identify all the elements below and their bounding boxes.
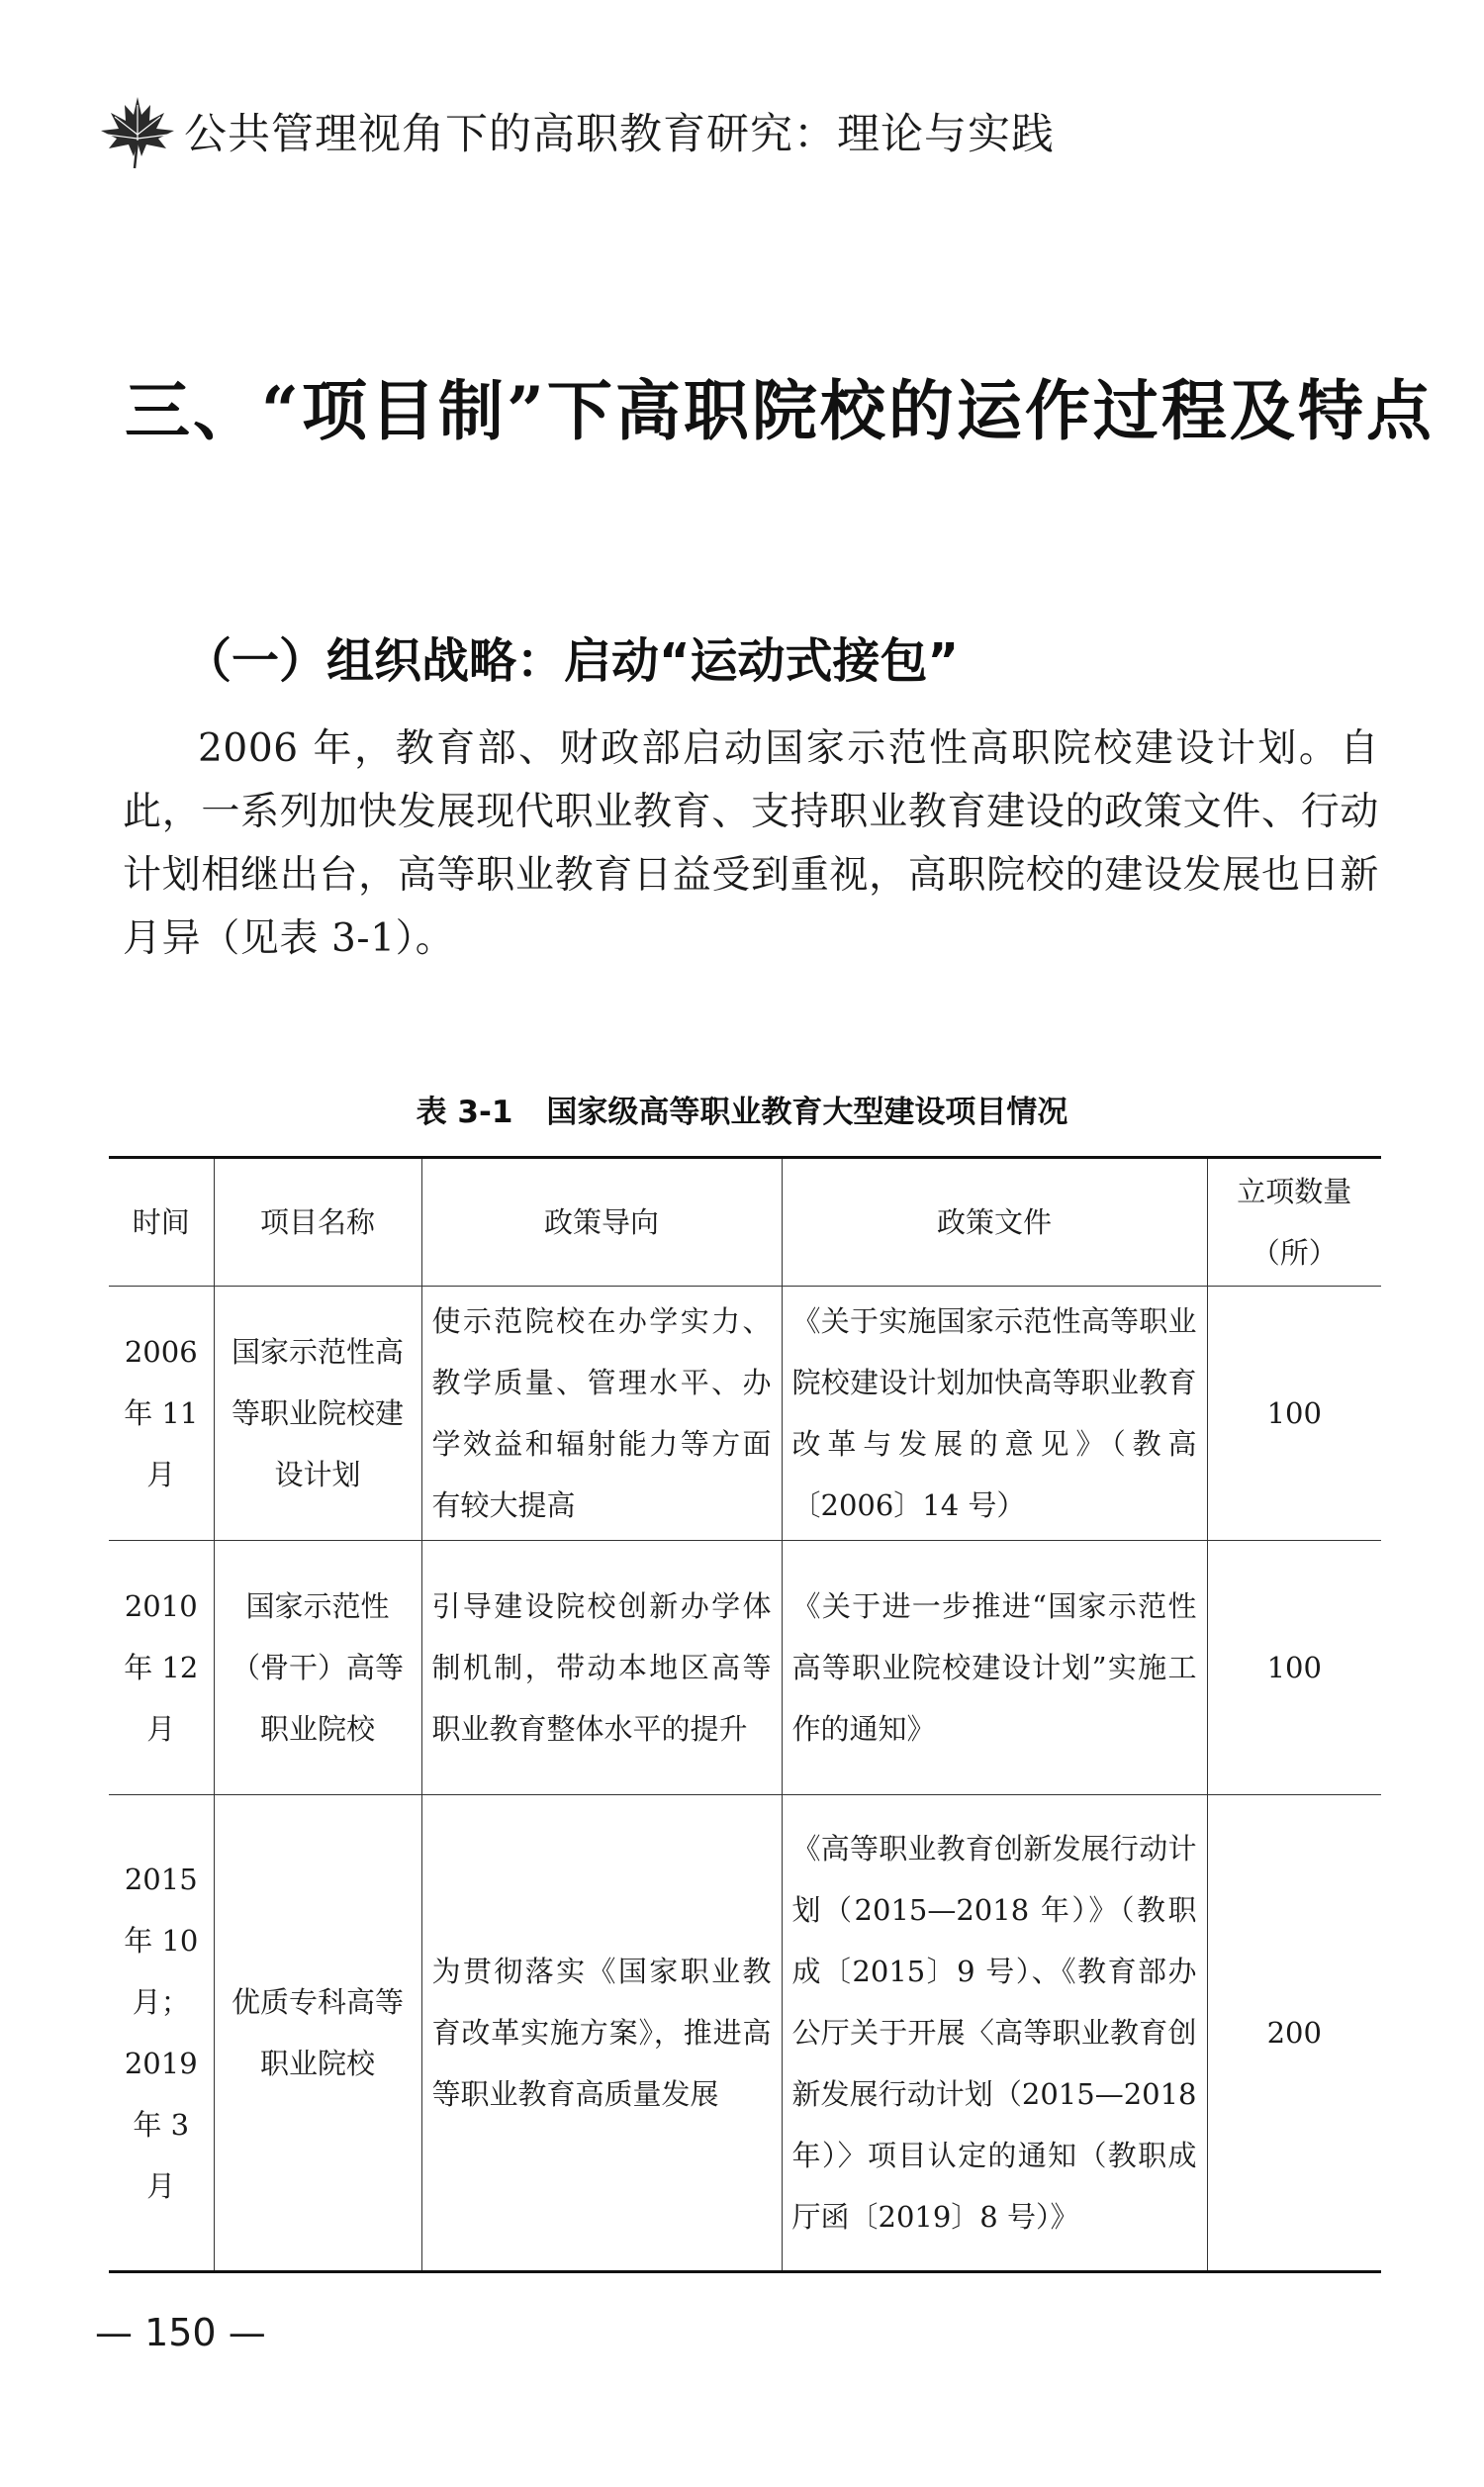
header-time: 时间 [109, 1158, 214, 1287]
table-header-row [109, 1158, 1381, 1287]
cell-project-count: 200 [1207, 1795, 1381, 2272]
table-caption-title: 国家级高等职业教育大型建设项目情况 [546, 1095, 1068, 1130]
cell-project-name: 国家示范性高等职业院校建设计划 [214, 1287, 421, 1541]
header-project-name: 项目名称 [214, 1158, 421, 1287]
header-project-count: 立项数量（所） [1207, 1158, 1381, 1287]
maple-leaf-icon [95, 91, 180, 170]
cell-project-name: 国家示范性（骨干）高等职业院校 [214, 1541, 421, 1795]
page-number: — 150 — [95, 2311, 266, 2354]
header-policy-doc: 政策文件 [782, 1158, 1207, 1287]
table-row [109, 1541, 1381, 1795]
book-title: 公共管理视角下的高职教育研究：理论与实践 [184, 109, 1055, 159]
running-header [95, 91, 1055, 170]
cell-policy-doc: 《关于实施国家示范性高等职业院校建设计划加快高等职业教育改革与发展的意见》（教高〔2006〕14 号） [782, 1287, 1207, 1541]
cell-policy-doc: 《高等职业教育创新发展行动计划（2015—2018 年）》（教职成〔2015〕9 号）、《教育部办公厅关于开展〈高等职业教育创新发展行动计划（2015—2018 年）〉项目认定的通知（教职成厅函〔2019〕8 号）》 [782, 1795, 1207, 2272]
cell-project-name: 优质专科高等职业院校 [214, 1795, 421, 2272]
body-paragraph: 2006 年，教育部、财政部启动国家示范性高职院校建设计划。自此，一系列加快发展现代职业教育、支持职业教育建设的政策文件、行动计划相继出台，高等职业教育日益受到重视，高职院校的建设发展也日新月异（见表 3-1）。 [123, 726, 1379, 961]
projects-table [109, 1156, 1381, 2273]
cell-time: 2015 年 10 月；2019 年 3 月 [109, 1795, 214, 2272]
cell-policy-guide: 为贯彻落实《国家职业教育改革实施方案》，推进高等职业教育高质量发展 [421, 1795, 782, 2272]
cell-policy-guide: 引导建设院校创新办学体制机制，带动本地区高等职业教育整体水平的提升 [421, 1541, 782, 1795]
subsection-heading: （一）组织战略：启动“运动式接包” [184, 633, 960, 689]
cell-policy-doc: 《关于进一步推进“国家示范性高等职业院校建设计划”实施工作的通知》 [782, 1541, 1207, 1795]
header-policy-guide: 政策导向 [421, 1158, 782, 1287]
table-row [109, 1287, 1381, 1541]
cell-time: 2006 年 11 月 [109, 1287, 214, 1541]
section-heading: 三、“项目制”下高职院校的运作过程及特点 [125, 372, 1435, 449]
table-caption [0, 1087, 1484, 1131]
table-caption-label: 表 3-1 [416, 1095, 513, 1130]
cell-project-count: 100 [1207, 1287, 1381, 1541]
table-row [109, 1795, 1381, 2272]
cell-policy-guide: 使示范院校在办学实力、教学质量、管理水平、办学效益和辐射能力等方面有较大提高 [421, 1287, 782, 1541]
cell-time: 2010 年 12 月 [109, 1541, 214, 1795]
cell-project-count: 100 [1207, 1541, 1381, 1795]
